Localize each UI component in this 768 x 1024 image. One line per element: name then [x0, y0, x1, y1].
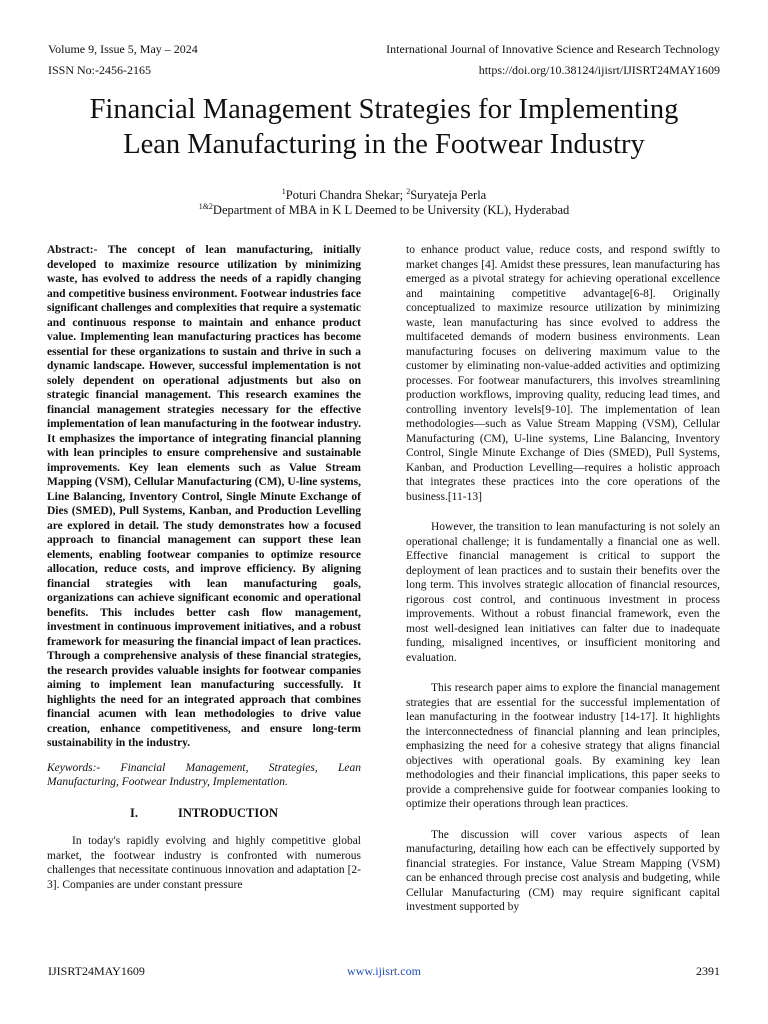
paper-title	[40, 92, 728, 162]
title-line-2: Lean Manufacturing in the Footwear Industry	[123, 129, 645, 160]
affiliation-superscript: 1&2	[198, 201, 213, 211]
volume-issue: Volume 9, Issue 5, May – 2024	[48, 42, 198, 56]
title-line-1: Financial Management Strategies for Implementing	[89, 94, 679, 125]
intro-paragraph-1: In today's rapidly evolving and highly competitive global market, the footwear industry is confronted with numerous challenges that necessitate continuous innovation and adaptation [2-3]. Companies are under constant pressure	[47, 835, 361, 891]
section-title: INTRODUCTION	[177, 805, 278, 820]
author-1: Poturi Chandra Shekar;	[285, 188, 407, 202]
intro-paragraph-2: However, the transition to lean manufacturing is not solely an operational challenge; it is fundamentally a financial one as well. Effective financial management is critical to support the deployment of lean practices and to sustain their benefits over the long term. This involves strategic allocation of financial resources, rigorous cost control, and continuous investment in process improvements. Without a robust financial framework, even the most well-designed lean initiatives can falter due to inadequate funding, misaligned incentives, or insufficient monitoring and evaluation.	[406, 521, 720, 664]
intro-paragraph-3: This research paper aims to explore the financial management strategies that are essential for the successful implementation of lean manufacturing in the footwear industry [14-17]. It highlights the interconnectedness of financial planning and lean principles, emphasizing the need for a cohesive strategy that aligns financial objectives with operational goals. By examining key lean methodologies and their financial implications, this paper seeks to provide a comprehensive guide for footwear companies looking to optimize their operations through lean practices.	[406, 682, 720, 810]
author-names	[48, 188, 720, 203]
keywords: Keywords:- Financial Management, Strategies, Lean Manufacturing, Footwear Industry, Implementation.	[47, 761, 361, 788]
section-heading-introduction	[47, 806, 361, 821]
abstract: Abstract:- The concept of lean manufacturing, initially developed to maximize resource utilization by minimizing waste, has evolved to address the needs of a rapidly changing and competitive business environment. Footwear industries face significant challenges and complexities that require a systematic and continuous response to maintain and enhance product value. Implementing lean manufacturing practices has become essential for these organizations to sustain and thrive in such a dynamic landscape. However, successful implementation is not solely dependent on operational adjustments but also on strategic financial management. This research examines the financial management strategies necessary for the effective implementation of lean manufacturing in the footwear industry. It emphasizes the importance of integrating financial planning with lean principles to ensure comprehensive and sustainable improvements. Key lean elements such as Value Stream Mapping (VSM), Cellular Manufacturing (CM), U-line systems, Line Balancing, Inventory Control, Single Minute Exchange of Dies (SMED), Pull Systems, Kanban, and Production Levelling are explored in detail. The study demonstrates how a focused approach to financial management can support these lean elements, enabling footwear companies to optimize resource allocation, reduce costs, and improve efficiency. By aligning financial strategies with lean manufacturing goals, organizations can achieve significant economic and operational benefits. This includes better cash flow management, investment in continuous improvement initiatives, and a robust framework for measuring the financial impact of lean practices. Through a comprehensive analysis of these financial strategies, the research provides valuable insights for footwear companies aiming to implement lean manufacturing successfully. It highlights the need for an integrated approach that combines financial acumen with lean methodologies to drive value creation, enhance competitiveness, and ensure long-term sustainability in the industry.	[47, 244, 361, 749]
affiliation-text: Department of MBA in K L Deemed to be University (KL), Hyderabad	[212, 203, 570, 217]
doi-link[interactable]: https://doi.org/10.38124/ijisrt/IJISRT24MAY1609	[478, 63, 720, 77]
section-number: I.	[129, 805, 138, 820]
left-column	[47, 243, 361, 892]
author-block	[48, 188, 720, 218]
journal-name: International Journal of Innovative Science and Research Technology	[386, 42, 720, 56]
author-2: Suryateja Perla	[410, 188, 487, 202]
author-2-superscript: 2	[406, 186, 411, 196]
website-link[interactable]: www.ijisrt.com	[347, 964, 421, 978]
paper-id: IJISRT24MAY1609	[48, 964, 145, 978]
intro-paragraph-4: The discussion will cover various aspects of lean manufacturing, detailing how each can be effectively supported by financial strategies. For instance, Value Stream Mapping (VSM) can be enhanced through precise cost analysis and budgeting, while Cellular Manufacturing (CM) may require significant capital investment supported by	[406, 828, 720, 913]
issn: ISSN No:-2456-2165	[48, 63, 152, 77]
intro-paragraph-1-continued: to enhance product value, reduce costs, and respond swiftly to market changes [4]. Amidst these pressures, lean manufacturing has emerged as a pivotal strategy for achieving operational excellence and maintaining competitive advantage[6-8]. Originally conceptualized to maximize resource utilization by minimizing waste, lean manufacturing has since evolved to address the multifaceted demands of modern business environments. Lean manufacturing focuses on delivering maximum value to the customer by eliminating non-value-added activities and optimizing processes. For footwear manufacturers, this involves streamlining production workflows, improving quality, reducing lead times, and controlling inventory levels[9-10]. The implementation of lean methodologies—such as Value Stream Mapping (VSM), Cellular Manufacturing (CM), U-line systems, Line Balancing, Inventory Control, Single Minute Exchange of Dies (SMED), Pull Systems, Kanban, and Production Levelling—requires a holistic approach that integrates these practices into the core operations of the business.[11-13]	[406, 244, 720, 503]
affiliation	[48, 203, 720, 218]
page-number: 2391	[696, 964, 720, 978]
author-1-superscript: 1	[281, 186, 286, 196]
right-column	[406, 243, 720, 915]
